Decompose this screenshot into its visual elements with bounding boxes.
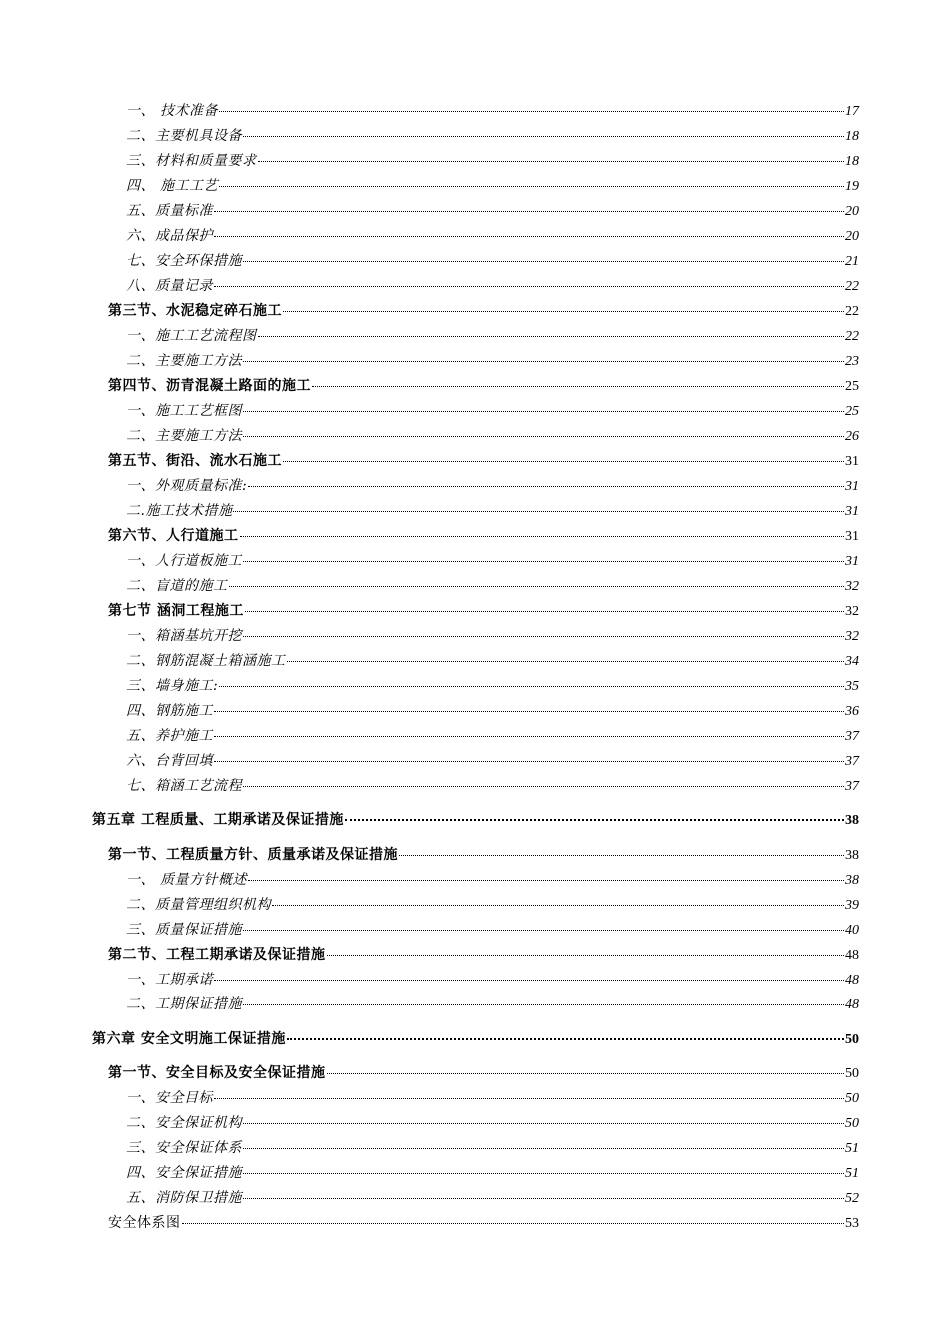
toc-entry[interactable] (126, 625, 859, 647)
toc-entry[interactable] (126, 425, 859, 447)
dot-leader (312, 385, 844, 387)
toc-entry-label: 八、质量记录 (126, 278, 213, 294)
toc-entry[interactable] (108, 1062, 859, 1084)
dot-leader (243, 560, 844, 562)
dot-leader (345, 818, 844, 821)
toc-page-number: 39 (845, 898, 859, 913)
toc-entry[interactable] (108, 844, 859, 866)
toc-page-number: 51 (845, 1166, 859, 1181)
dot-leader (243, 635, 844, 637)
dot-leader (243, 260, 844, 262)
toc-page-number: 20 (845, 204, 859, 219)
toc-entry-label: 三、墙身施工: (126, 678, 219, 694)
toc-entry-label: 一、人行道板施工 (126, 553, 242, 569)
dot-leader (327, 1072, 845, 1074)
dot-leader (243, 410, 844, 412)
toc-entry[interactable] (126, 250, 859, 272)
toc-page-number: 22 (845, 304, 859, 319)
dot-leader (283, 310, 844, 312)
dot-leader (214, 235, 844, 237)
toc-entry[interactable] (126, 1187, 859, 1209)
toc-page-number: 34 (845, 654, 859, 669)
dot-leader (219, 685, 844, 687)
toc-entry[interactable] (108, 525, 859, 547)
dot-leader (248, 879, 844, 881)
toc-page-number: 32 (845, 604, 859, 619)
dot-leader (214, 979, 844, 981)
toc-entry-label: 七、安全环保措施 (126, 253, 242, 269)
toc-page-number: 35 (845, 679, 859, 694)
toc-entry-label: 一、工期承诺 (126, 972, 213, 988)
toc-page-number: 52 (845, 1191, 859, 1206)
dot-leader (243, 929, 844, 931)
toc-entry-label: 五、养护施工 (126, 728, 213, 744)
toc-page-number: 32 (845, 629, 859, 644)
toc-entry-label: 六、成品保护 (126, 228, 213, 244)
toc-page-number: 19 (845, 179, 859, 194)
dot-leader (243, 435, 844, 437)
toc-entry[interactable] (126, 125, 859, 147)
dot-leader (214, 735, 844, 737)
toc-entry[interactable] (126, 993, 859, 1015)
toc-entry-label: 二、安全保证机构 (126, 1115, 242, 1131)
toc-entry-label: 三、安全保证体系 (126, 1140, 242, 1156)
toc-entry-label: 五、质量标准 (126, 203, 213, 219)
toc-page-number: 20 (845, 229, 859, 244)
dot-leader (219, 185, 844, 187)
toc-entry-label: 第一节、安全目标及安全保证措施 (108, 1065, 326, 1081)
toc-page-number: 48 (845, 973, 859, 988)
toc-page-number: 50 (845, 1091, 859, 1106)
dot-leader (287, 1037, 844, 1040)
dot-leader (243, 135, 844, 137)
toc-entry-label: 安全体系图 (108, 1215, 181, 1231)
toc-entry-label: 一、施工工艺流程图 (126, 328, 257, 344)
toc-page-number: 38 (845, 813, 859, 828)
toc-entry[interactable] (126, 275, 859, 297)
toc-page-number: 18 (845, 154, 859, 169)
toc-entry-label: 一、施工工艺框图 (126, 403, 242, 419)
toc-page-number: 40 (845, 923, 859, 938)
toc-page-number: 18 (845, 129, 859, 144)
toc-page-number: 50 (845, 1032, 859, 1047)
toc-page-number: 37 (845, 729, 859, 744)
toc-entry[interactable] (126, 575, 859, 597)
toc-entry-label: 五、消防保卫措施 (126, 1190, 242, 1206)
dot-leader (214, 210, 844, 212)
toc-entry-label: 三、材料和质量要求 (126, 153, 257, 169)
toc-page-number: 32 (845, 579, 859, 594)
dot-leader (243, 785, 844, 787)
dot-leader (327, 954, 845, 956)
toc-entry-label: 二、主要施工方法 (126, 428, 242, 444)
dot-leader (243, 1197, 844, 1199)
toc-entry-label: 第三节、水泥稳定碎石施工 (108, 303, 282, 319)
dot-leader (214, 1097, 844, 1099)
toc-entry[interactable] (92, 1028, 859, 1050)
toc-entry-label: 四、 施工工艺 (126, 178, 218, 194)
dot-leader (214, 710, 844, 712)
toc-page-number: 48 (845, 948, 859, 963)
toc-page-number: 31 (845, 479, 859, 494)
toc-entry-label: 二、主要施工方法 (126, 353, 242, 369)
toc-page-number: 50 (845, 1116, 859, 1131)
dot-leader (283, 460, 844, 462)
toc-entry[interactable] (108, 944, 859, 966)
toc-entry-label: 第二节、工程工期承诺及保证措施 (108, 947, 326, 963)
toc-page-number: 31 (845, 504, 859, 519)
toc-entry-label: 第七节 涵洞工程施工 (108, 603, 244, 619)
toc-page-number: 38 (845, 848, 859, 863)
toc-page-number: 31 (845, 554, 859, 569)
toc-entry[interactable] (126, 225, 859, 247)
toc-page-number: 22 (845, 329, 859, 344)
toc-page-number: 36 (845, 704, 859, 719)
dot-leader (182, 1222, 845, 1224)
toc-entry-label: 二、质量管理组织机构 (126, 897, 271, 913)
toc-page-number: 37 (845, 779, 859, 794)
toc-entry[interactable] (126, 775, 859, 797)
toc-entry[interactable] (126, 150, 859, 172)
toc-entry[interactable] (126, 325, 859, 347)
toc-entry[interactable] (108, 300, 859, 322)
toc-page-number: 31 (845, 529, 859, 544)
toc-page-number: 22 (845, 279, 859, 294)
toc-page-number: 50 (845, 1066, 859, 1081)
toc-entry[interactable] (126, 919, 859, 941)
toc-page-number: 21 (845, 254, 859, 269)
toc-page-number: 51 (845, 1141, 859, 1156)
dot-leader (243, 1122, 844, 1124)
dot-leader (214, 760, 844, 762)
toc-entry[interactable] (126, 750, 859, 772)
toc-entry-label: 四、安全保证措施 (126, 1165, 242, 1181)
toc-page-number: 23 (845, 354, 859, 369)
toc-entry-label: 一、外观质量标准: (126, 478, 248, 494)
toc-page-number: 37 (845, 754, 859, 769)
toc-entry-label: 七、箱涵工艺流程 (126, 778, 242, 794)
dot-leader (219, 110, 844, 112)
dot-leader (229, 585, 845, 587)
toc-entry[interactable] (108, 450, 859, 472)
toc-page-number: 38 (845, 873, 859, 888)
dot-leader (243, 1003, 844, 1005)
toc-entry[interactable] (126, 1137, 859, 1159)
dot-leader (287, 660, 845, 662)
toc-entry[interactable] (126, 675, 859, 697)
toc-entry-label: 二、主要机具设备 (126, 128, 242, 144)
dot-leader (399, 854, 844, 856)
toc-entry[interactable] (126, 1162, 859, 1184)
toc-page-number: 53 (845, 1216, 859, 1231)
toc-entry[interactable] (108, 1212, 859, 1234)
toc-entry[interactable] (126, 175, 859, 197)
toc-entry[interactable] (126, 350, 859, 372)
toc-entry-label: 三、质量保证措施 (126, 922, 242, 938)
toc-entry-label: 二、盲道的施工 (126, 578, 228, 594)
toc-entry[interactable] (126, 894, 859, 916)
toc-entry[interactable] (126, 869, 859, 891)
toc-entry[interactable] (126, 475, 859, 497)
toc-entry[interactable] (108, 600, 859, 622)
toc-page-number: 26 (845, 429, 859, 444)
toc-page-number: 25 (845, 404, 859, 419)
dot-leader (245, 610, 844, 612)
toc-entry[interactable] (126, 1087, 859, 1109)
toc-entry[interactable] (126, 969, 859, 991)
toc-entry-label: 一、安全目标 (126, 1090, 213, 1106)
dot-leader (243, 1147, 844, 1149)
toc-entry[interactable] (126, 500, 859, 522)
toc-entry-label: 二、工期保证措施 (126, 996, 242, 1012)
dot-leader (258, 160, 845, 162)
dot-leader (214, 285, 844, 287)
dot-leader (243, 1172, 844, 1174)
toc-entry[interactable] (126, 1112, 859, 1134)
toc-entry-label: 一、箱涵基坑开挖 (126, 628, 242, 644)
toc-page-number: 48 (845, 997, 859, 1012)
dot-leader (272, 904, 844, 906)
dot-leader (233, 510, 844, 512)
toc-entry[interactable] (92, 809, 859, 831)
toc-entry-label: 第四节、沥青混凝土路面的施工 (108, 378, 311, 394)
toc-entry-label: 六、台背回填 (126, 753, 213, 769)
toc-entry[interactable] (126, 725, 859, 747)
toc-entry-label: 第五节、街沿、流水石施工 (108, 453, 282, 469)
toc-page-number: 17 (845, 104, 859, 119)
toc-entry-label: 四、钢筋施工 (126, 703, 213, 719)
toc-entry[interactable] (126, 650, 859, 672)
toc-entry[interactable] (126, 200, 859, 222)
toc-entry-label: 第六节、人行道施工 (108, 528, 239, 544)
dot-leader (243, 360, 844, 362)
toc-page-number: 31 (845, 454, 859, 469)
toc-entry[interactable] (126, 100, 859, 122)
dot-leader (258, 335, 845, 337)
toc-entry-label: 第五章 工程质量、工期承诺及保证措施 (92, 812, 344, 828)
toc-entry[interactable] (126, 400, 859, 422)
toc-entry[interactable] (126, 550, 859, 572)
toc-page-number: 25 (845, 379, 859, 394)
toc-entry-label: 第六章 安全文明施工保证措施 (92, 1031, 286, 1047)
toc-entry[interactable] (108, 375, 859, 397)
toc-entry-label: 一、 技术准备 (126, 103, 218, 119)
toc-entry-label: 二.施工技术措施 (126, 503, 233, 519)
dot-leader (240, 535, 845, 537)
toc-entry-label: 一、 质量方针概述 (126, 872, 247, 888)
dot-leader (248, 485, 844, 487)
toc-entry-label: 第一节、工程质量方针、质量承诺及保证措施 (108, 847, 398, 863)
toc-entry[interactable] (126, 700, 859, 722)
toc-entry-label: 二、钢筋混凝土箱涵施工 (126, 653, 286, 669)
